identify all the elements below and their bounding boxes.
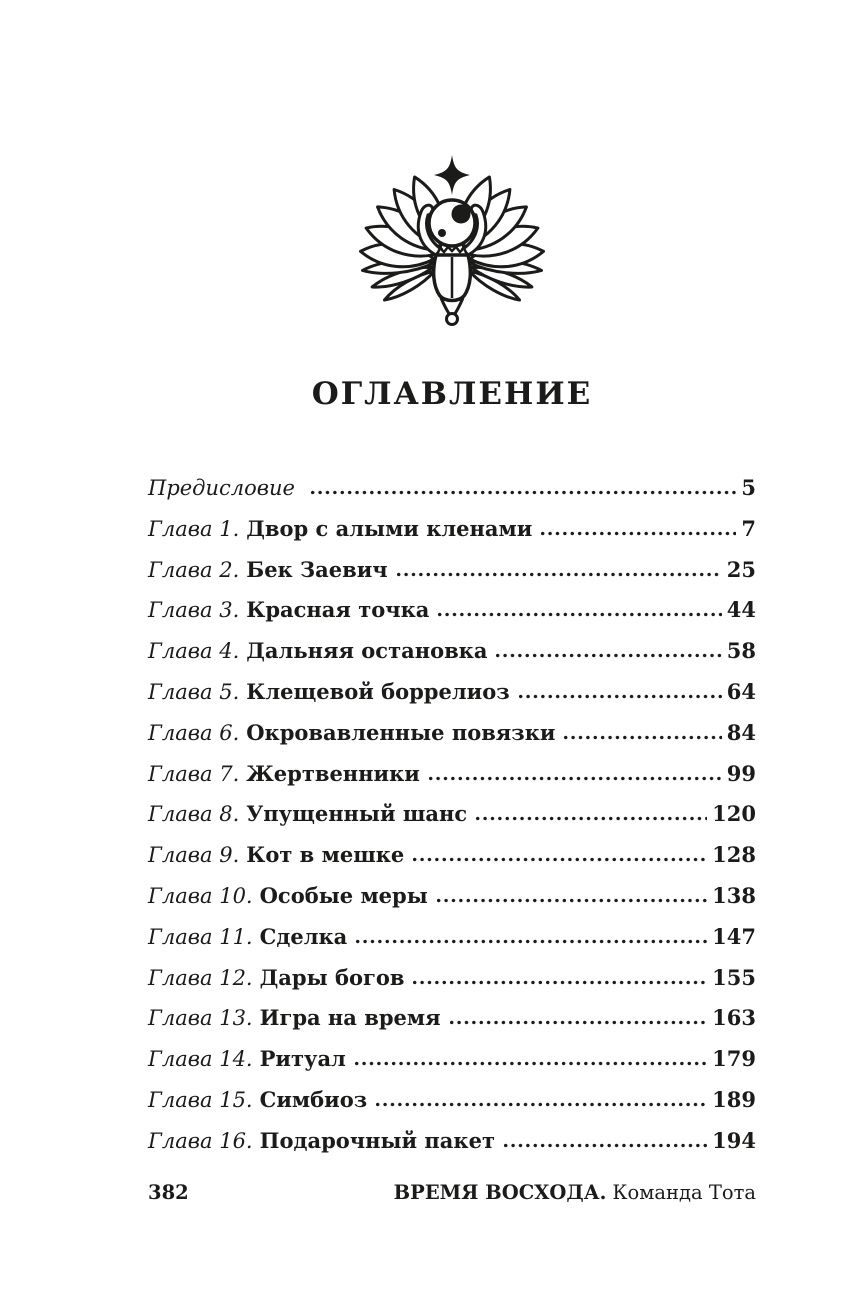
toc-entry bbox=[148, 754, 756, 795]
chapter-emblem bbox=[346, 148, 558, 340]
dot-leader bbox=[411, 857, 707, 862]
toc-entry-page: 138 bbox=[712, 882, 756, 908]
toc-entry-prefix: Глава 10. bbox=[148, 883, 253, 908]
toc-entry bbox=[148, 672, 756, 713]
toc-entry bbox=[148, 917, 756, 958]
page-title: ОГЛАВЛЕНИЕ bbox=[311, 375, 593, 412]
toc-entry-title: Особые меры bbox=[259, 882, 428, 908]
toc-entry bbox=[148, 1039, 756, 1080]
toc-entry-title: Подарочный пакет bbox=[259, 1127, 495, 1153]
toc-entry-title: Симбиоз bbox=[259, 1086, 368, 1112]
toc-entry-prefix: Глава 13. bbox=[148, 1006, 253, 1031]
toc-entry bbox=[148, 509, 756, 550]
toc-entry-page: 147 bbox=[712, 923, 756, 949]
toc-entry-page: 194 bbox=[712, 1127, 756, 1153]
dot-leader bbox=[436, 612, 721, 617]
dot-leader bbox=[395, 572, 722, 577]
toc-entry-page: 155 bbox=[712, 964, 756, 990]
toc-entry-prefix: Глава 2. bbox=[148, 557, 240, 582]
toc-entry-title: Окровавленные повязки bbox=[246, 719, 556, 745]
toc-entry bbox=[148, 631, 756, 672]
toc-entry bbox=[148, 550, 756, 591]
dot-leader bbox=[517, 694, 722, 699]
toc-entry-prefix: Глава 5. bbox=[148, 679, 240, 704]
table-of-contents bbox=[148, 468, 756, 1162]
toc-entry-prefix: Глава 14. bbox=[148, 1047, 253, 1072]
footer-book-title: ВРЕМЯ ВОСХОДА. bbox=[393, 1181, 607, 1204]
dot-leader bbox=[539, 531, 736, 536]
dot-leader bbox=[474, 816, 707, 821]
dot-leader bbox=[562, 735, 721, 740]
toc-entry-page: 44 bbox=[726, 597, 756, 623]
footer-book-subtitle: Команда Тота bbox=[612, 1181, 756, 1204]
toc-entry-page: 5 bbox=[741, 475, 756, 500]
toc-entry-page: 120 bbox=[712, 801, 756, 827]
dot-leader bbox=[374, 1102, 707, 1107]
toc-entry-prefix: Глава 16. bbox=[148, 1128, 253, 1153]
toc-entry-prefix: Глава 6. bbox=[148, 720, 240, 745]
toc-entry bbox=[148, 794, 756, 835]
toc-entry-title: Ритуал bbox=[259, 1046, 346, 1072]
dot-leader bbox=[354, 939, 707, 944]
toc-entry-prefix: Глава 15. bbox=[148, 1087, 253, 1112]
toc-entry-page: 84 bbox=[726, 719, 756, 745]
dot-leader bbox=[435, 898, 707, 903]
toc-entry-page: 58 bbox=[726, 638, 756, 664]
toc-entry-prefix: Глава 11. bbox=[148, 924, 253, 949]
toc-entry-page: 7 bbox=[741, 515, 756, 541]
dot-leader bbox=[502, 1143, 707, 1148]
dot-leader bbox=[494, 653, 721, 658]
toc-entry bbox=[148, 835, 756, 876]
toc-entry-prefix: Предисловие bbox=[148, 476, 295, 500]
dot-leader bbox=[353, 1061, 707, 1066]
toc-entry-title: Дальняя остановка bbox=[246, 638, 488, 664]
toc-entry-prefix: Глава 3. bbox=[148, 598, 240, 623]
toc-entry-prefix: Глава 7. bbox=[148, 761, 240, 786]
page-footer bbox=[148, 1180, 756, 1206]
dot-leader bbox=[411, 980, 707, 985]
toc-entry bbox=[148, 1080, 756, 1121]
toc-entry-prefix: Глава 4. bbox=[148, 639, 240, 664]
toc-entry-prefix: Глава 1. bbox=[148, 516, 240, 541]
toc-entry-title: Дары богов bbox=[259, 964, 405, 990]
toc-entry bbox=[148, 876, 756, 917]
toc-entry-title: Клещевой боррелиоз bbox=[246, 678, 510, 704]
dot-leader bbox=[427, 776, 722, 781]
toc-entry-title: Жертвенники bbox=[246, 760, 420, 786]
toc-entry bbox=[148, 998, 756, 1039]
toc-entry-page: 189 bbox=[712, 1086, 756, 1112]
toc-entry-page: 163 bbox=[712, 1005, 756, 1031]
footer-page-number: 382 bbox=[148, 1181, 189, 1204]
toc-entry-title: Бек Заевич bbox=[246, 556, 388, 582]
toc-entry-prefix: Глава 9. bbox=[148, 843, 240, 868]
toc-entry-title: Упущенный шанс bbox=[246, 801, 468, 827]
toc-entry bbox=[148, 590, 756, 631]
toc-entry-page: 179 bbox=[712, 1046, 756, 1072]
toc-entry-page: 64 bbox=[726, 678, 756, 704]
toc-entry-title: Сделка bbox=[259, 923, 348, 949]
toc-entry-title: Кот в мешке bbox=[246, 842, 405, 868]
toc-entry bbox=[148, 468, 756, 509]
toc-entry bbox=[148, 958, 756, 999]
dot-leader bbox=[448, 1020, 708, 1025]
toc-entry-page: 25 bbox=[726, 556, 756, 582]
toc-entry-page: 99 bbox=[726, 760, 756, 786]
toc-entry bbox=[148, 1121, 756, 1162]
toc-entry-prefix: Глава 8. bbox=[148, 802, 240, 827]
toc-entry-title: Игра на время bbox=[259, 1005, 441, 1031]
toc-entry-page: 128 bbox=[712, 842, 756, 868]
toc-entry-title: Двор с алыми кленами bbox=[246, 515, 533, 541]
dot-leader bbox=[309, 490, 736, 495]
toc-entry-title: Красная точка bbox=[246, 597, 430, 623]
footer-running-title bbox=[394, 1180, 756, 1206]
toc-entry bbox=[148, 713, 756, 754]
winged-scarab-icon bbox=[346, 148, 558, 340]
toc-entry-prefix: Глава 12. bbox=[148, 965, 253, 990]
